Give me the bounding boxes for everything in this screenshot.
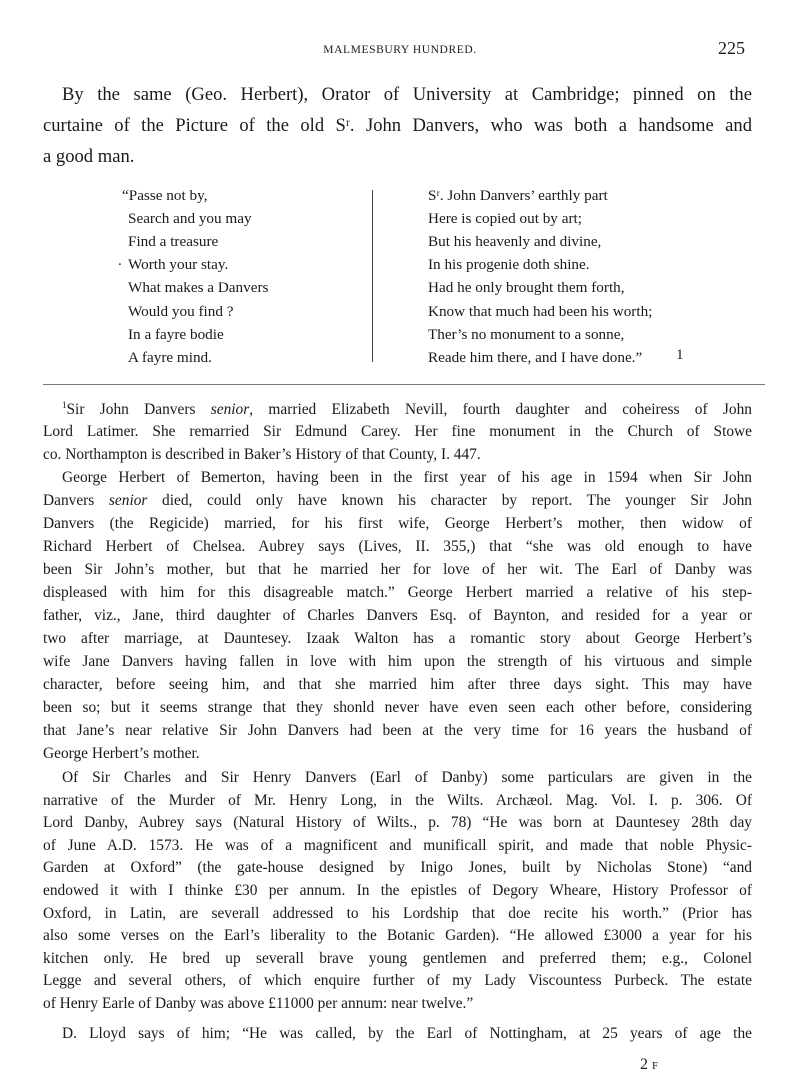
poem-line-right: Ther’s no monument to a sonne, (428, 325, 625, 343)
italic-text: senior (210, 401, 250, 418)
footnote-mark: 1 (62, 400, 67, 410)
poem-line-left: A fayre mind. (128, 348, 212, 366)
footnote-rule (43, 384, 765, 385)
text: Sir John Danvers (66, 401, 211, 418)
text-line: wife Jane Danvers having fallen in love with him upon the strength of his virtuous and simple (43, 653, 752, 670)
poem-line-left: Worth your stay. (128, 256, 229, 274)
poem-line-right: Here is copied out by art; (428, 210, 582, 228)
text-line: Of Sir Charles and Sir Henry Danvers (Earl of Danby) some particulars are given in the (62, 769, 752, 786)
poem-line-right: Know that much had been his worth; (428, 302, 653, 320)
text-line: By the same (Geo. Herbert), Orator of University at Cambridge; pinned on the (62, 84, 752, 105)
poem-line-left: Would you find ? (128, 302, 234, 320)
text-line: Danvers (the Regicide) married, for his first wife, George Herbert’s mother, then widow of (43, 515, 752, 532)
text: Danvers (43, 492, 109, 509)
footnote-line: co. Northampton is described in Baker’s History of that County, I. 447. (43, 446, 481, 463)
signature-number: 2 (640, 1056, 648, 1073)
text-line: displeased with him for this disagreable match.” George Herbert married a relative of his step- (43, 584, 752, 601)
text-line: been Sir John’s mother, but that he married her for love of her wit. The Earl of Danby was (43, 561, 752, 578)
footnote-line (62, 400, 752, 419)
poem-line-right: But his heavenly and divine, (428, 233, 602, 251)
stray-mark: . (118, 252, 122, 269)
poem-line-left: “Passe not by, (122, 187, 208, 204)
text-line: a good man. (43, 146, 135, 167)
text-line: character, before seeing him, and that she married him after three days sight. This may have (43, 676, 752, 693)
poem-line-left: Find a treasure (128, 233, 219, 251)
text-line: curtaine of the Picture of the old Sʳ. John Danvers, who was both a handsome and (43, 115, 752, 136)
text-line: Garden at Oxford” (the gate-house designed by Inigo Jones, built by Nicholas Stone) “and (43, 859, 752, 877)
text-line: Lord Danby, Aubrey says (Natural History of Wilts., p. 78) “He was born at Dauntesey 28th day (43, 814, 752, 832)
text-line: Oxford, in Latin, are severall addressed to his Lordship that doe recite his worth.” (Prior has (43, 904, 752, 922)
text-line: been so; but it seems strange that they shonld never have even seen each other before, considering (43, 699, 752, 716)
footnote-reference-mark: 1 (676, 346, 684, 363)
text-line: endowed it with I thinke £30 per annum. In the epistles of Degory Wheare, History Professor of (43, 882, 752, 899)
text-line: Legge and several others, of which enquire further of my Lady Viscountess Purbeck. The estate (43, 972, 752, 990)
text-line: kitchen only. He bred up severall brave young gentlemen and preferred them; e.g., Colonel (43, 949, 752, 967)
signature-mark (640, 1056, 658, 1074)
italic-text: senior (108, 492, 148, 509)
page-number: 225 (718, 38, 745, 58)
text-line: George Herbert’s mother. (43, 745, 200, 762)
poem-line-right: Sʳ. John Danvers’ earthly part (428, 187, 608, 204)
text-line: father, viz., Jane, third daughter of Charles Danvers Esq. of Baynton, and resided for a year or (43, 607, 752, 624)
footnote-line: Lord Latimer. She remarried Sir Edmund Carey. Her fine monument in the Church of Stowe (43, 423, 752, 440)
text-line: of Henry Earle of Danby was above £11000 per annum: near twelve.” (43, 995, 474, 1012)
text: , married Elizabeth Nevill, fourth daughter and coheiress of John (249, 401, 752, 418)
signature-letter: F (652, 1060, 659, 1072)
text-line: that Jane’s near relative Sir John Danvers had been at the very time for 16 years the husband of (43, 722, 752, 739)
running-head: MALMESBURY HUNDRED. (323, 44, 477, 56)
text-line: narrative of the Murder of Mr. Henry Long, in the Wilts. Archæol. Mag. Vol. I. p. 306. Of (43, 791, 752, 809)
poem-line-right: Reade him there, and I have done.” (428, 348, 643, 366)
poem-line-left: What makes a Danvers (128, 279, 269, 297)
poem-line-left: Search and you may (128, 210, 252, 228)
text: died, could only have known his character by report. The younger Sir John (147, 492, 752, 509)
text-line: two after marriage, at Dauntesey. Izaak Walton has a romantic story about George Herbert’s (43, 630, 752, 647)
poem-line-right: In his progenie doth shine. (428, 256, 590, 274)
text-line: also some verses on the Earl’s liberality to the Botanic Garden). “He allowed £3000 a year for his (43, 927, 752, 945)
text-line: of June A.D. 1573. He was of a magnificent and munificall spirit, and made that noble Physic- (43, 836, 752, 854)
text-line: D. Lloyd says of him; “He was called, by the Earl of Nottingham, at 25 years of age the (62, 1025, 752, 1042)
text-line (43, 492, 752, 510)
poem-line-left: In a fayre bodie (128, 325, 224, 343)
poem-column-divider (372, 190, 373, 362)
poem-line-right: Had he only brought them forth, (428, 279, 625, 297)
text-line: George Herbert of Bemerton, having been in the first year of his age in 1594 when Sir John (62, 469, 752, 486)
text-line: Richard Herbert of Chelsea. Aubrey says (Lives, II. 355,) that “she was old enough to have (43, 538, 752, 555)
